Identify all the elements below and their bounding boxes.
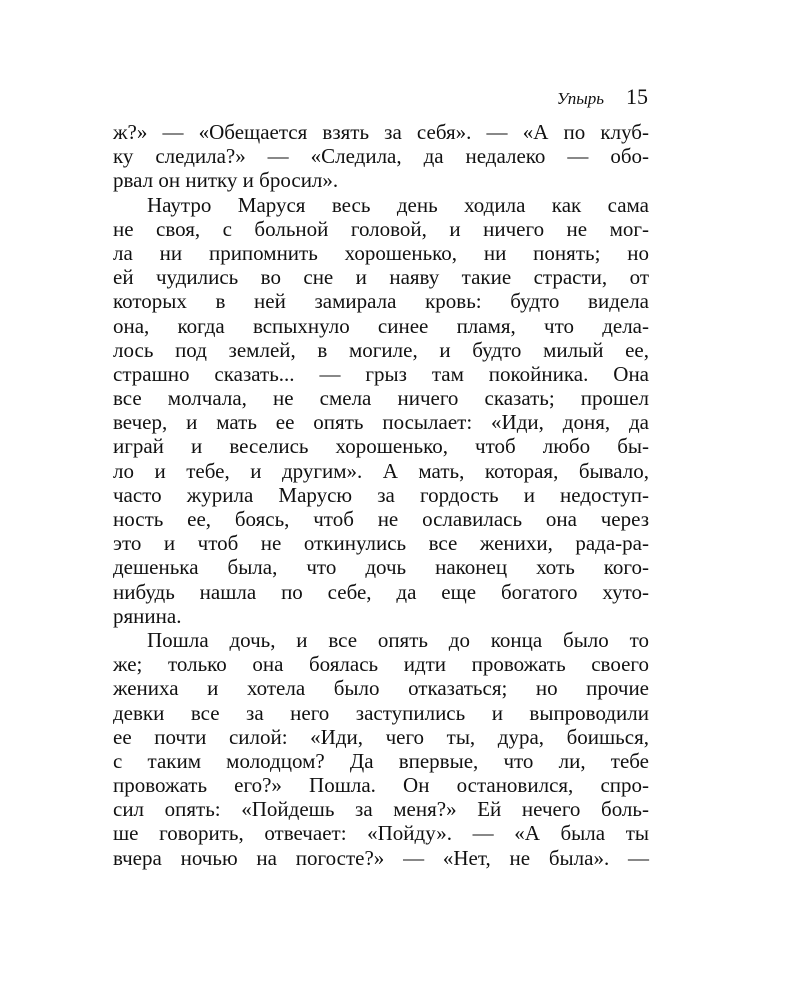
text-line: ее почти силой: «Иди, чего ты, дура, боишься, [113,724,649,749]
text-line: ло и тебе, и другим». А мать, которая, бывало, [113,458,649,483]
text-line: ла ни припомнить хорошенько, ни понять; но [113,240,649,265]
running-title: Упырь [556,89,604,108]
text-line: она, когда вспыхнуло синее пламя, что дела- [113,313,649,338]
text-line: страшно сказать... — грыз там покойника. Она [113,361,649,386]
text-line: девки все за него заступились и выпроводили [113,700,649,725]
text-line: ж?» — «Обещается взять за себя». — «А по клуб- [113,120,649,144]
text-line: не своя, с больной головой, и ничего не мог- [113,216,649,241]
text-line: лось под землей, в могиле, и будто милый ее, [113,337,649,362]
text-line: ку следила?» — «Следила, да недалеко — обо- [113,144,649,169]
text-line: сил опять: «Пойдешь за меня?» Ей нечего боль- [113,797,649,822]
text-line: нибудь нашла по себе, да еще богатого хуто- [113,579,649,604]
text-line: рвал он нитку и бросил». [113,168,339,193]
text-line: дешенька была, что дочь наконец хоть кого- [113,555,649,580]
text-line: все молчала, не смела ничего сказать; прошел [113,386,649,411]
text-line: играй и веселись хорошенько, чтоб любо бы- [113,434,649,459]
page-number: 15 [626,84,648,109]
text-line: которых в ней замирала кровь: будто видела [113,289,649,314]
body-text [113,120,649,870]
text-line: ей чудились во сне и наяву такие страсти, от [113,265,649,290]
running-head [557,84,648,110]
text-line: жениха и хотела было отказаться; но прочие [113,676,649,701]
text-line: ность ее, боясь, чтоб не ославилась она через [113,507,649,531]
text-line: провожать его?» Пошла. Он остановился, спро- [113,773,649,798]
text-line: часто журила Марусю за гордость и недоступ- [113,482,649,507]
text-line: вчера ночью на погосте?» — «Нет, не была». — [113,845,649,870]
paragraph-first-line: Пошла дочь, и все опять до конца было то [147,627,649,652]
text-line: же; только она боялась идти провожать своего [113,652,649,677]
text-line: рянина. [113,603,182,628]
paragraph-first-line: Наутро Маруся весь день ходила как сама [147,192,649,217]
text-line: это и чтоб не откинулись все женихи, рада-ра- [113,531,649,556]
text-line: ше говорить, отвечает: «Пойду». — «А была ты [113,821,649,846]
text-line: вечер, и мать ее опять посылает: «Иди, доня, да [113,410,649,435]
text-line: с таким молодцом? Да впервые, что ли, тебе [113,748,649,773]
